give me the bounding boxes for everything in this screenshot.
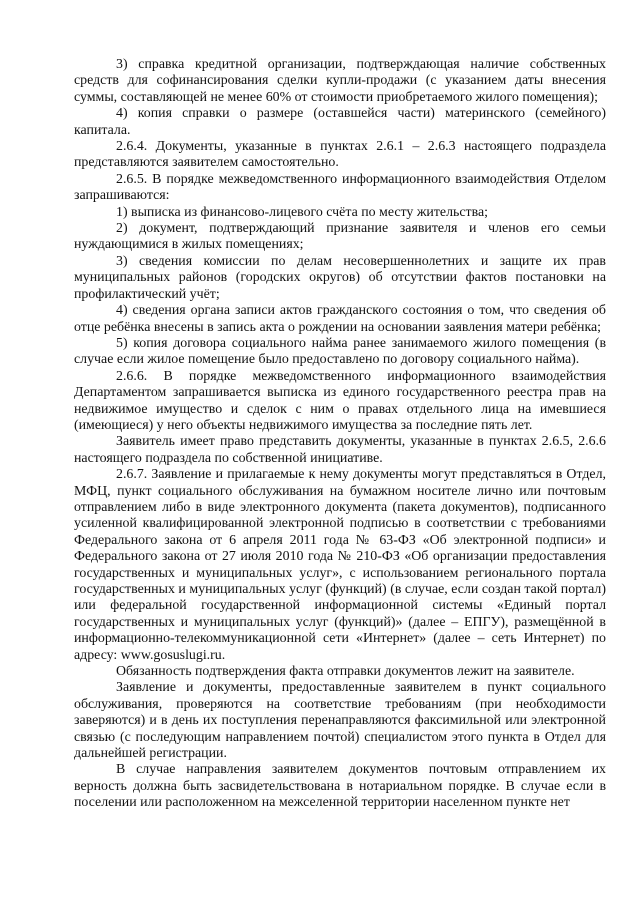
paragraph-sending-obligation: Обязанность подтверждения факта отправки документов лежит на заявителе. bbox=[116, 664, 575, 680]
paragraph-2-6-4: 2.6.4. Документы, указанные в пунктах 2.6.1 – 2.6.3 настоящего подраздела представляются заявителем самостоятельно. bbox=[74, 139, 606, 171]
document-page bbox=[74, 57, 606, 812]
paragraph-2-6-5: 2.6.5. В порядке межведомственного информационного взаимодействия Отделом запрашиваются: bbox=[74, 171, 606, 204]
paragraph-2-6-7: 2.6.7. Заявление и прилагаемые к нему документы могут представляться в Отдел, МФЦ, пункт социального обслуживания на бумажном носителе лично или почтовым отправлением либо в виде электронного документа (пакета документов), подписанного усиленной квалифицированной электронной подписью в соответствии с требованиями Федерального закона от 6 апреля 2011 года № 63-ФЗ «Об электронной подписи» и Федерального закона от 27 июля 2010 года № 210-ФЗ «Об организации предоставления государственных и муниципальных услуг», с использованием регионального портала государственных и муниципальных услуг (функций) (в случае, если создан такой портал) или федеральной государственной информационной системы «Единый портал государственных и муниципальных услуг (функций)» (далее – ЕПГУ), размещённой в информационно-телекоммуникационной сети «Интернет» (далее – сеть Интернет) по адресу: www.gosuslugi.ru. bbox=[74, 467, 606, 663]
paragraph-2-6-5-item-3: 3) сведения комиссии по делам несовершеннолетних и защите их прав муниципальных районов (городских округов) об отсутствии фактов постановки на профилактический учёт; bbox=[74, 253, 606, 302]
paragraph-postal-notarization: В случае направления заявителем документов почтовым отправлением их верность должна быть засвидетельствована в нотариальном порядке. В случае если в поселении или расположенном на межселенной территории населенном пункте нет bbox=[74, 762, 606, 811]
paragraph-applicant-right: Заявитель имеет право представить документы, указанные в пунктах 2.6.5, 2.6.6 настоящего подраздела по собственной инициативе. bbox=[74, 434, 606, 466]
paragraph-2-6-5-item-4: 4) сведения органа записи актов гражданского состояния о том, что сведения об отце ребёнка внесены в запись акта о рождении на основании заявления матери ребёнка; bbox=[74, 303, 606, 335]
paragraph-item-3-bank-certificate: 3) справка кредитной организации, подтверждающая наличие собственных средств для софинансирования сделки купли-продажи (с указанием даты внесения суммы, составляющей не менее 60% от стоимости приобретаемого жилого помещения); bbox=[74, 57, 606, 105]
paragraph-2-6-6: 2.6.6. В порядке межведомственного информационного взаимодействия Департаментом запрашивается выписка из единого государственного реестра прав на недвижимое имущество и сделок с ним о правах отдельного лица на имевшиеся (имеющиеся) у него объекты недвижимого имущества за последние пять лет. bbox=[74, 368, 606, 433]
paragraph-social-service-point: Заявление и документы, предоставленные заявителем в пункт социального обслуживания, проверяются на соответствие требованиям (при необходимости заверяются) и в день их поступления перенаправляются факсимильной или электронной связью (с последующим направлением почтой) специалистом этого пункта в Отдел для дальнейшей регистрации. bbox=[74, 680, 606, 762]
paragraph-2-6-5-item-5: 5) копия договора социального найма ранее занимаемого жилого помещения (в случае если жилое помещение было предоставлено по договору социального найма). bbox=[74, 335, 606, 368]
paragraph-2-6-5-item-2: 2) документ, подтверждающий признание заявителя и членов его семьи нуждающимися в жилых помещениях; bbox=[74, 221, 606, 253]
paragraph-item-4-maternity-capital: 4) копия справки о размере (оставшейся части) материнского (семейного) капитала. bbox=[74, 106, 606, 138]
paragraph-2-6-5-item-1: 1) выписка из финансово-лицевого счёта по месту жительства; bbox=[116, 204, 489, 220]
